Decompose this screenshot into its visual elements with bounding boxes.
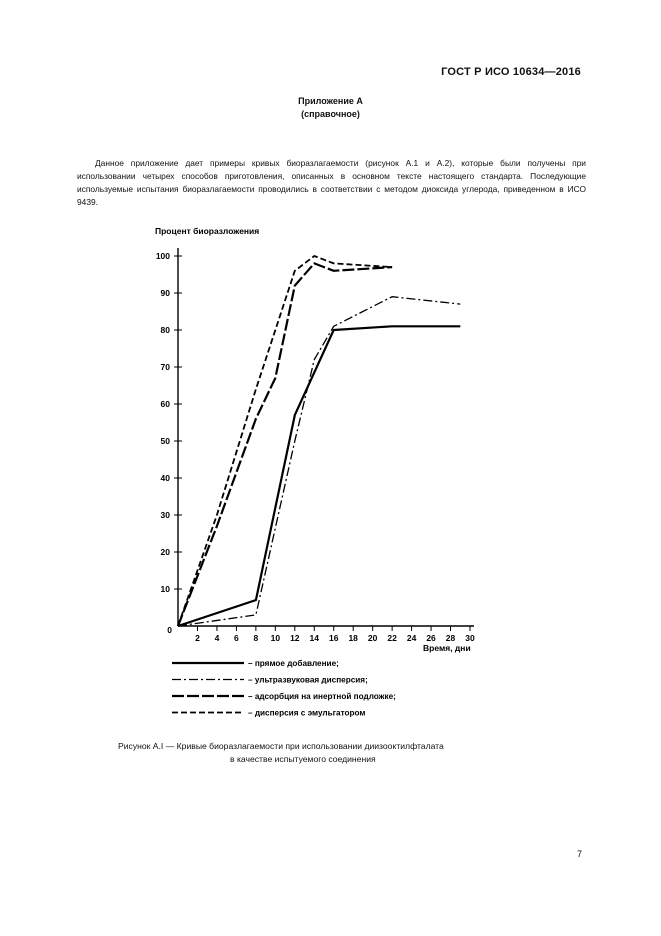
appendix-subtitle: (справочное) [301, 109, 360, 119]
y-axis-label: Процент биоразложения [155, 226, 260, 236]
y-tick-label: 40 [160, 473, 170, 483]
legend-label-1: – прямое добавление; [248, 659, 339, 668]
x-tick-label: 20 [367, 633, 378, 643]
x-axis-label: Время, дни [423, 643, 471, 653]
y-tick-label: 70 [160, 362, 170, 372]
y-tick-label: 60 [160, 399, 170, 409]
y-tick-label: 100 [155, 251, 170, 261]
series-lines [178, 256, 460, 626]
x-tick-label: 12 [290, 633, 300, 643]
caption-line-1: Рисунок А.I — Кривые биоразлагаемости при использовании диизооктилфталата [118, 741, 444, 751]
appendix-title: Приложение А [298, 96, 363, 106]
y-tick-label: 90 [160, 288, 170, 298]
page-number: 7 [576, 849, 582, 859]
legend-label-4: – дисперсия с эмульгатором [248, 708, 366, 718]
x-tick-label: 4 [214, 633, 220, 643]
series-line-3 [178, 263, 392, 626]
caption-line-2: в качестве испытуемого соединения [230, 753, 376, 764]
x-tick-label: 6 [234, 633, 239, 643]
origin-label: 0 [167, 625, 172, 635]
x-tick-label: 18 [348, 633, 358, 643]
series-line-4 [178, 256, 392, 626]
x-tick-label: 26 [426, 633, 436, 643]
intro-paragraph: Данное приложение дает примеры кривых биоразлагаемости (рисунок А.1 и А.2), которые были получены при использовании четырех способов приготовления, описанных в основном тексте настоящего стандарта. Последующие используемые испытания биоразлагаемости проводились в соответствии с методом диоксида углерода, приведенном в ИСО 9439. [77, 158, 586, 207]
y-tick-label: 50 [160, 436, 170, 446]
x-tick-label: 24 [406, 633, 417, 643]
x-tick-label: 2 [195, 633, 200, 643]
x-tick-label: 22 [387, 633, 397, 643]
x-tick-label: 14 [309, 633, 320, 643]
x-tick-label: 28 [445, 633, 456, 643]
y-tick-label: 80 [160, 325, 170, 335]
series-line-1 [178, 326, 460, 626]
x-tick-label: 16 [328, 633, 339, 643]
x-tick-label: 8 [253, 633, 259, 643]
y-tick-label: 10 [160, 584, 170, 594]
legend-label-3: – адсорбция на инертной подложке; [248, 692, 396, 701]
y-tick-label: 30 [160, 510, 170, 520]
series-line-2 [178, 297, 460, 626]
x-tick-label: 30 [465, 633, 475, 643]
axes [156, 248, 475, 653]
y-tick-label: 20 [160, 547, 170, 557]
legend-label-2: – ультразвуковая дисперсия; [248, 675, 368, 685]
x-tick-label: 10 [270, 633, 281, 643]
standard-header: ГОСТ Р ИСО 10634—2016 [441, 66, 581, 78]
legend [172, 658, 396, 718]
